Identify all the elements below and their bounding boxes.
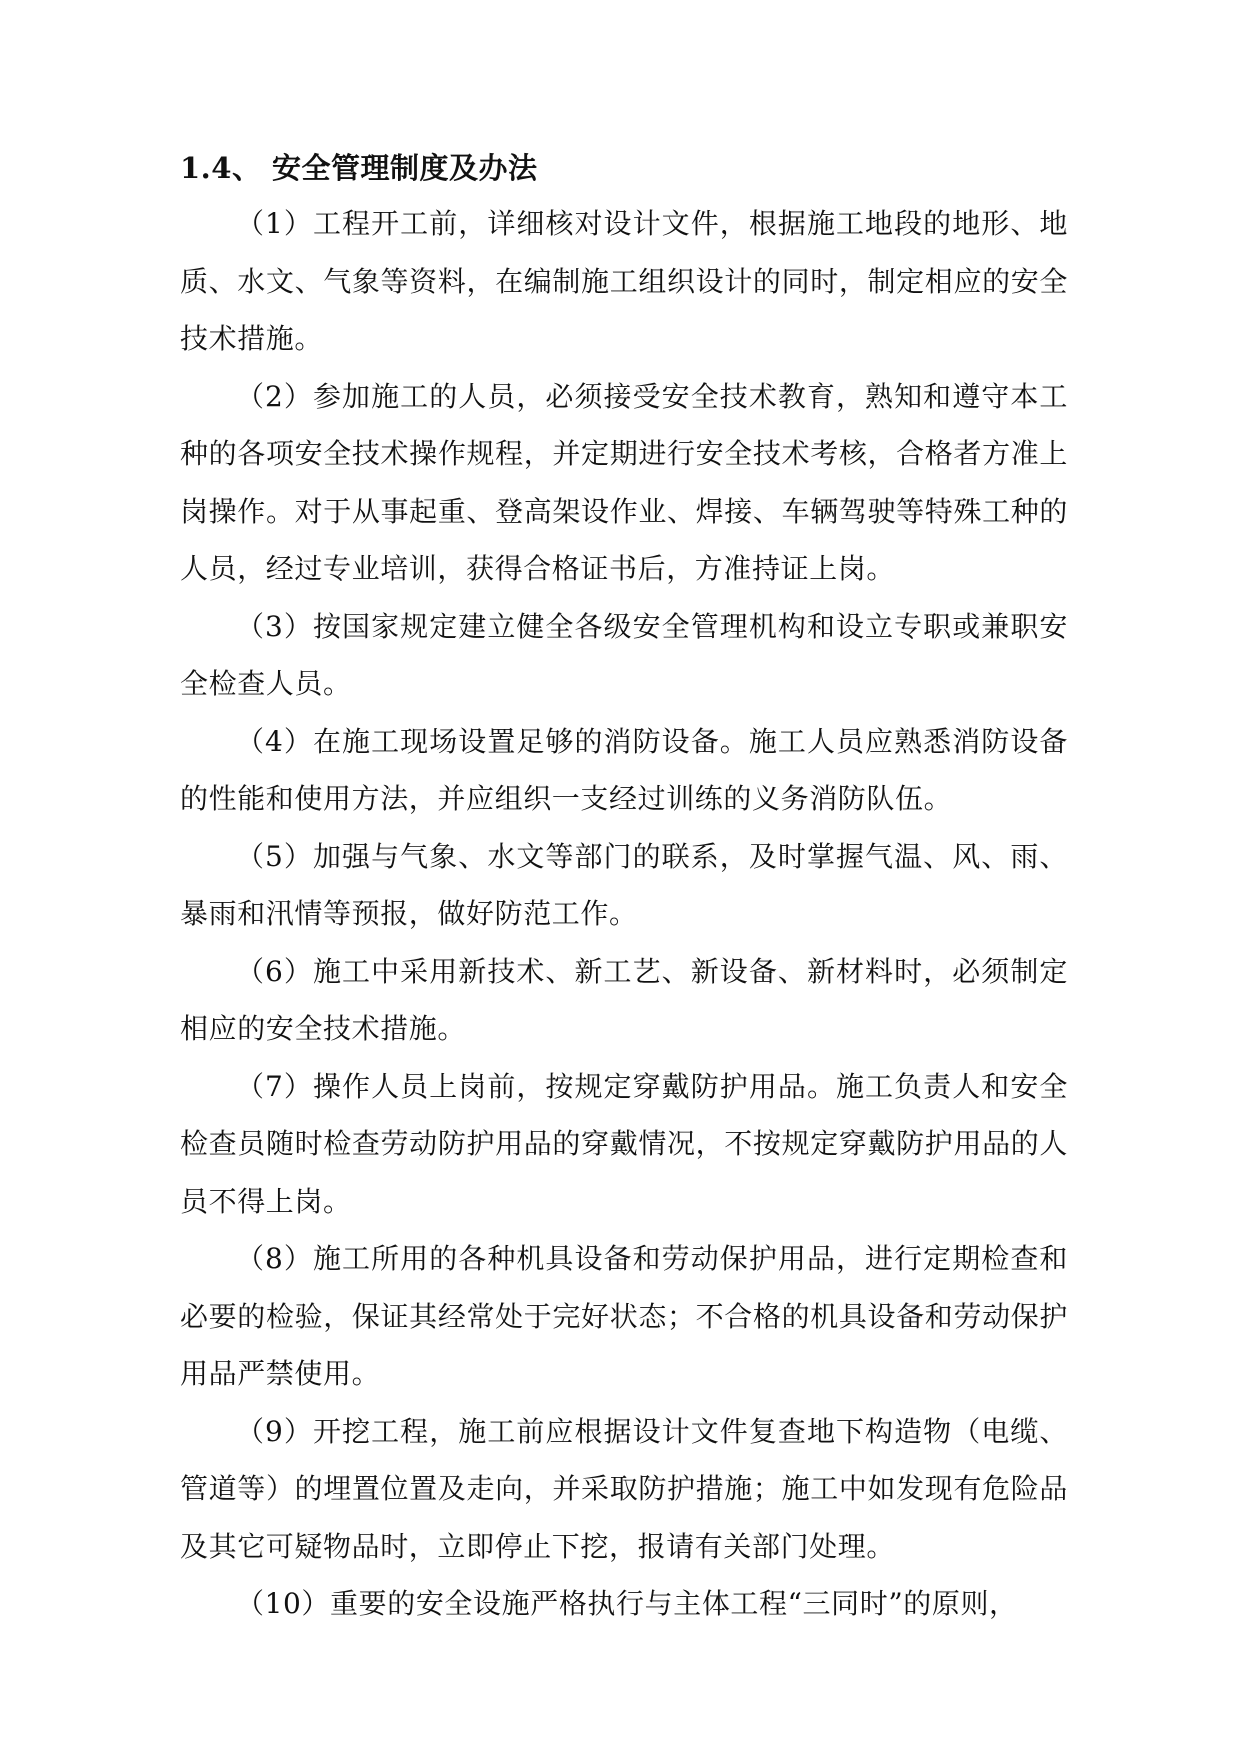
paragraph-5: （5）加强与气象、水文等部门的联系，及时掌握气温、风、雨、暴雨和汛情等预报，做好防范工作。 <box>180 839 1068 930</box>
paragraph-3: （3）按国家规定建立健全各级安全管理机构和设立专职或兼职安全检查人员。 <box>180 609 1068 700</box>
paragraph-2: （2）参加施工的人员，必须接受安全技术教育，熟知和遵守本工种的各项安全技术操作规程，并定期进行安全技术考核，合格者方准上岗操作。对于从事起重、登高架设作业、焊接、车辆驾驶等特殊工种的人员，经过专业培训，获得合格证书后，方准持证上岗。 <box>180 379 1068 585</box>
paragraph-9: （9）开挖工程，施工前应根据设计文件复查地下构造物（电缆、管道等）的埋置位置及走向，并采取防护措施；施工中如发现有危险品及其它可疑物品时，立即停止下挖，报请有关部门处理。 <box>180 1414 1068 1563</box>
section-heading: 1.4、 安全管理制度及办法 <box>180 151 538 185</box>
paragraph-4: （4）在施工现场设置足够的消防设备。施工人员应熟悉消防设备的性能和使用方法，并应组织一支经过训练的义务消防队伍。 <box>180 724 1068 815</box>
paragraph-8: （8）施工所用的各种机具设备和劳动保护用品，进行定期检查和必要的检验，保证其经常处于完好状态；不合格的机具设备和劳动保护用品严禁使用。 <box>180 1242 1068 1390</box>
paragraph-10: （10）重要的安全设施严格执行与主体工程“三同时”的原则， <box>236 1587 1018 1620</box>
document-page <box>180 148 1068 1633</box>
paragraph-6: （6）施工中采用新技术、新工艺、新设备、新材料时，必须制定相应的安全技术措施。 <box>180 954 1068 1045</box>
paragraph-1: （1）工程开工前，详细核对设计文件，根据施工地段的地形、地质、水文、气象等资料，在编制施工组织设计的同时，制定相应的安全技术措施。 <box>180 207 1068 355</box>
paragraph-7: （7）操作人员上岗前，按规定穿戴防护用品。施工负责人和安全检查员随时检查劳动防护用品的穿戴情况，不按规定穿戴防护用品的人员不得上岗。 <box>180 1069 1068 1218</box>
